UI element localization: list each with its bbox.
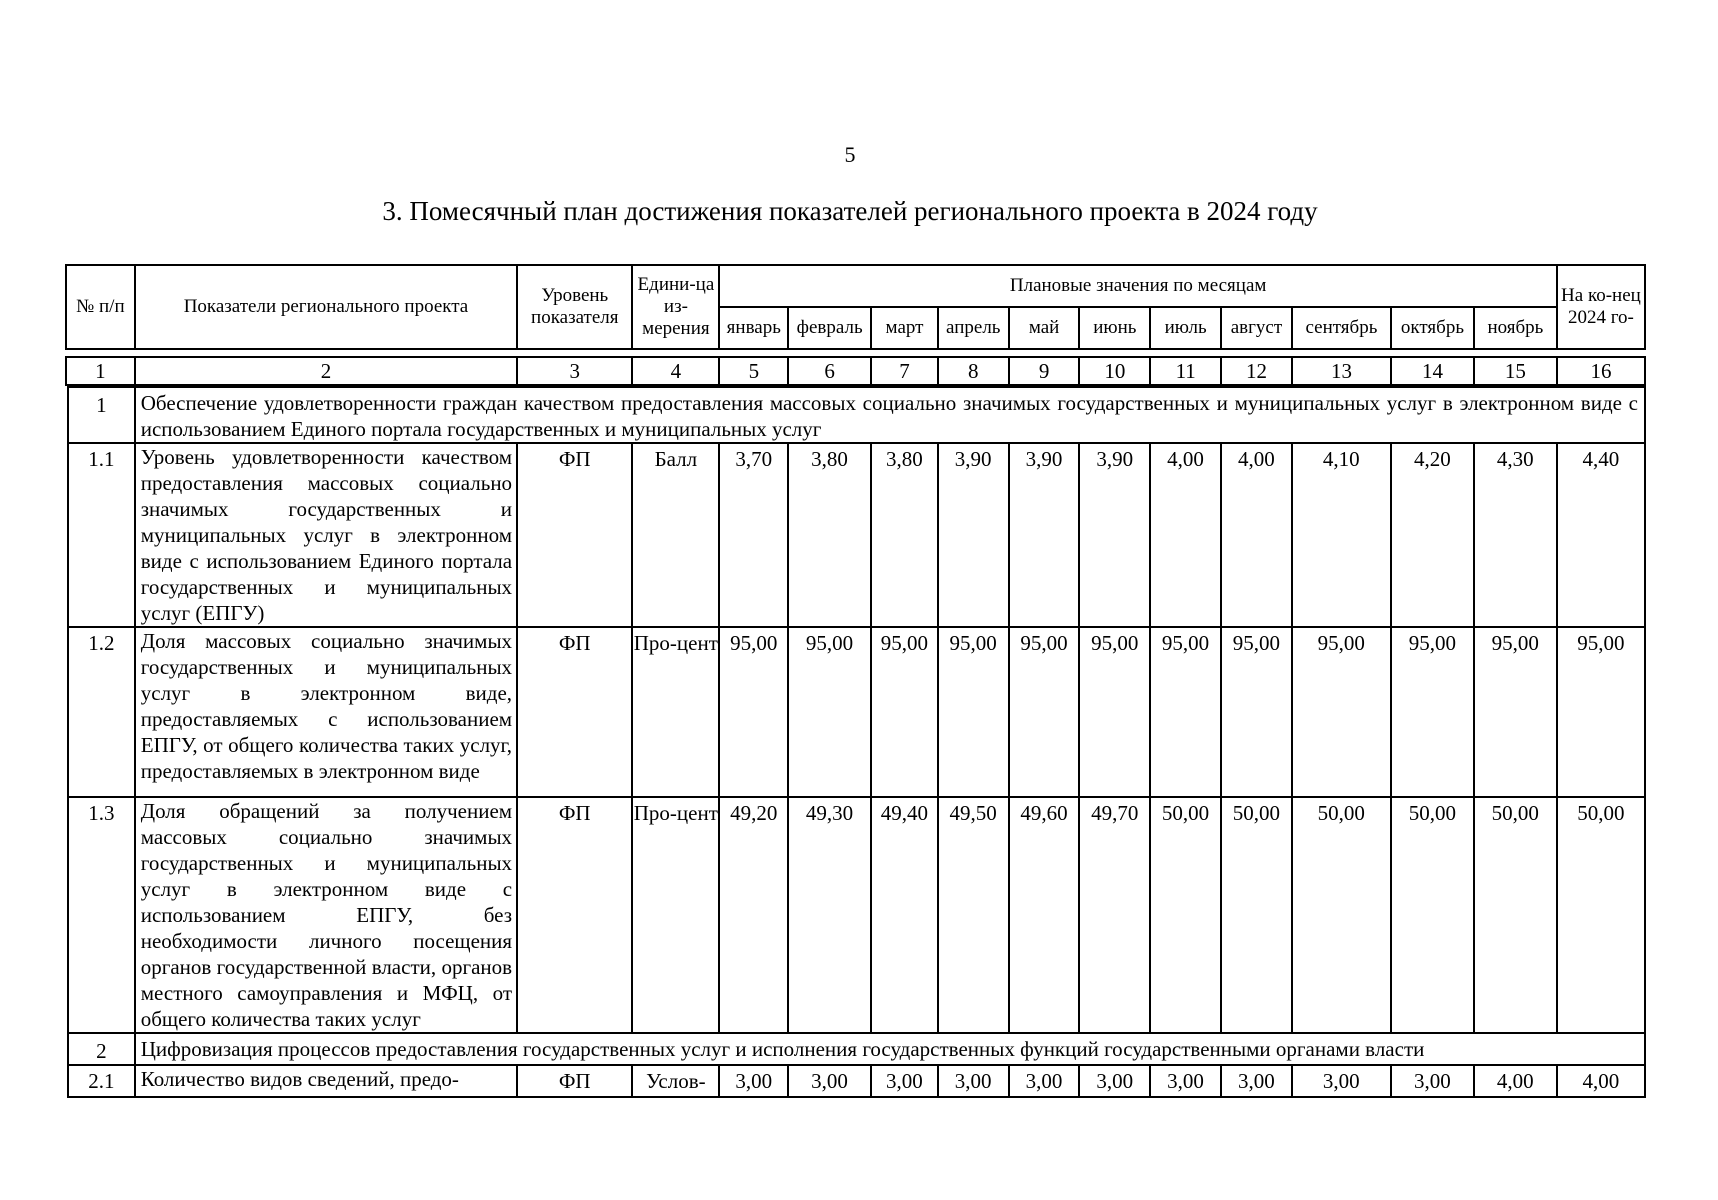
header-monthly: Плановые значения по месяцам [719, 265, 1556, 307]
section-title: Цифровизация процессов предоставления государственных услуг и исполнения государственных функций государственными органами власти [135, 1033, 1645, 1065]
value-cell: 49,60 [1009, 797, 1080, 1033]
column-number: 7 [871, 357, 938, 385]
indicator-level: ФП [517, 1065, 632, 1097]
section-number: 2 [68, 1033, 135, 1065]
table-row [68, 443, 1645, 627]
value-cell: 49,40 [871, 797, 938, 1033]
header-end: На ко-нец 2024 го- [1557, 265, 1645, 349]
header-month: апрель [938, 307, 1009, 349]
indicator-level: ФП [517, 627, 632, 797]
value-cell: 95,00 [1009, 627, 1080, 797]
table-row [68, 627, 1645, 797]
row-number: 1.3 [68, 797, 135, 1033]
value-cell: 3,00 [788, 1065, 871, 1097]
indicator-name: Уровень удовлетворенности качеством предоставления массовых социально значимых государственных и муниципальных услуг в электронном виде с использованием Единого портала государственных и муниципальных услуг (ЕПГУ) [135, 443, 517, 627]
value-cell: 4,20 [1391, 443, 1474, 627]
value-cell: 95,00 [1150, 627, 1221, 797]
value-cell: 50,00 [1557, 797, 1645, 1033]
value-cell: 95,00 [938, 627, 1009, 797]
indicator-unit: Услов- [632, 1065, 719, 1097]
value-cell: 3,90 [1079, 443, 1150, 627]
value-cell: 3,90 [1009, 443, 1080, 627]
value-cell: 3,00 [1221, 1065, 1292, 1097]
indicator-unit: Балл [632, 443, 719, 627]
header-month: июль [1150, 307, 1221, 349]
column-number: 15 [1474, 357, 1557, 385]
indicator-name: Доля обращений за получением массовых социально значимых государственных и муниципальных услуг в электронном виде с использованием ЕПГУ, без необходимости личного посещения органов государственной власти, органов местного самоуправления и МФЦ, от общего количества таких услуг [135, 797, 517, 1033]
section-number: 1 [68, 387, 135, 443]
table-row [68, 797, 1645, 1033]
header-month: май [1009, 307, 1080, 349]
column-numbers-row [65, 356, 1646, 386]
value-cell: 4,40 [1557, 443, 1645, 627]
value-cell: 3,90 [938, 443, 1009, 627]
value-cell: 3,00 [1391, 1065, 1474, 1097]
header-month: январь [719, 307, 788, 349]
column-number: 10 [1079, 357, 1150, 385]
value-cell: 95,00 [1221, 627, 1292, 797]
value-cell: 95,00 [1391, 627, 1474, 797]
value-cell: 95,00 [871, 627, 938, 797]
value-cell: 4,10 [1292, 443, 1391, 627]
column-number: 3 [517, 357, 632, 385]
value-cell: 95,00 [788, 627, 871, 797]
column-number: 8 [938, 357, 1009, 385]
value-cell: 50,00 [1292, 797, 1391, 1033]
row-number: 2.1 [68, 1065, 135, 1097]
column-number: 16 [1557, 357, 1645, 385]
value-cell: 4,30 [1474, 443, 1557, 627]
value-cell: 3,00 [1292, 1065, 1391, 1097]
indicator-level: ФП [517, 797, 632, 1033]
indicator-unit: Про-цент [632, 797, 719, 1033]
value-cell: 95,00 [719, 627, 788, 797]
table-row [68, 1065, 1645, 1097]
column-number: 13 [1292, 357, 1391, 385]
header-num: № п/п [66, 265, 135, 349]
value-cell: 49,30 [788, 797, 871, 1033]
header-month: сентябрь [1292, 307, 1391, 349]
value-cell: 95,00 [1474, 627, 1557, 797]
value-cell: 3,00 [1009, 1065, 1080, 1097]
table-header [65, 264, 1646, 350]
page-number: 5 [844, 142, 856, 167]
indicator-unit: Про-цент [632, 627, 719, 797]
header-month: октябрь [1391, 307, 1474, 349]
indicator-level: ФП [517, 443, 632, 627]
column-number: 2 [135, 357, 517, 385]
value-cell: 49,20 [719, 797, 788, 1033]
value-cell: 3,00 [1079, 1065, 1150, 1097]
indicator-name: Количество видов сведений, предо- [135, 1065, 517, 1097]
header-indicator: Показатели регионального проекта [135, 265, 517, 349]
value-cell: 95,00 [1557, 627, 1645, 797]
document-title: 3. Помесячный план достижения показателей регионального проекта в 2024 году [382, 196, 1318, 226]
column-number: 4 [632, 357, 719, 385]
header-unit: Едини-ца из-мерения [632, 265, 719, 349]
column-number: 1 [66, 357, 135, 385]
section-row [68, 1033, 1645, 1065]
header-month: август [1221, 307, 1292, 349]
column-number: 11 [1150, 357, 1221, 385]
value-cell: 4,00 [1150, 443, 1221, 627]
table-body [67, 386, 1646, 1098]
column-number: 5 [719, 357, 788, 385]
value-cell: 95,00 [1292, 627, 1391, 797]
indicator-name: Доля массовых социально значимых государственных и муниципальных услуг в электронном виде, предоставляемых с использованием ЕПГУ, от общего количества таких услуг, предоставляемых в электронном виде [135, 627, 517, 797]
header-month: март [871, 307, 938, 349]
value-cell: 50,00 [1391, 797, 1474, 1033]
value-cell: 4,00 [1557, 1065, 1645, 1097]
row-number: 1.2 [68, 627, 135, 797]
value-cell: 49,50 [938, 797, 1009, 1033]
value-cell: 3,70 [719, 443, 788, 627]
value-cell: 3,00 [719, 1065, 788, 1097]
value-cell: 50,00 [1150, 797, 1221, 1033]
column-number: 9 [1009, 357, 1080, 385]
value-cell: 3,00 [1150, 1065, 1221, 1097]
value-cell: 50,00 [1474, 797, 1557, 1033]
column-number: 6 [788, 357, 871, 385]
column-number: 14 [1391, 357, 1474, 385]
value-cell: 3,80 [871, 443, 938, 627]
value-cell: 50,00 [1221, 797, 1292, 1033]
header-month: февраль [788, 307, 871, 349]
row-number: 1.1 [68, 443, 135, 627]
header-month: июнь [1079, 307, 1150, 349]
value-cell: 4,00 [1221, 443, 1292, 627]
value-cell: 4,00 [1474, 1065, 1557, 1097]
value-cell: 3,00 [871, 1065, 938, 1097]
header-month: ноябрь [1474, 307, 1557, 349]
section-row [68, 387, 1645, 443]
value-cell: 3,00 [938, 1065, 1009, 1097]
value-cell: 95,00 [1079, 627, 1150, 797]
section-title: Обеспечение удовлетворенности граждан качеством предоставления массовых социально значимых государственных и муниципальных услуг в электронном виде с использованием Единого портала государственных и муниципальных услуг [135, 387, 1645, 443]
value-cell: 3,80 [788, 443, 871, 627]
column-number: 12 [1221, 357, 1292, 385]
value-cell: 49,70 [1079, 797, 1150, 1033]
header-level: Уровень показателя [517, 265, 632, 349]
